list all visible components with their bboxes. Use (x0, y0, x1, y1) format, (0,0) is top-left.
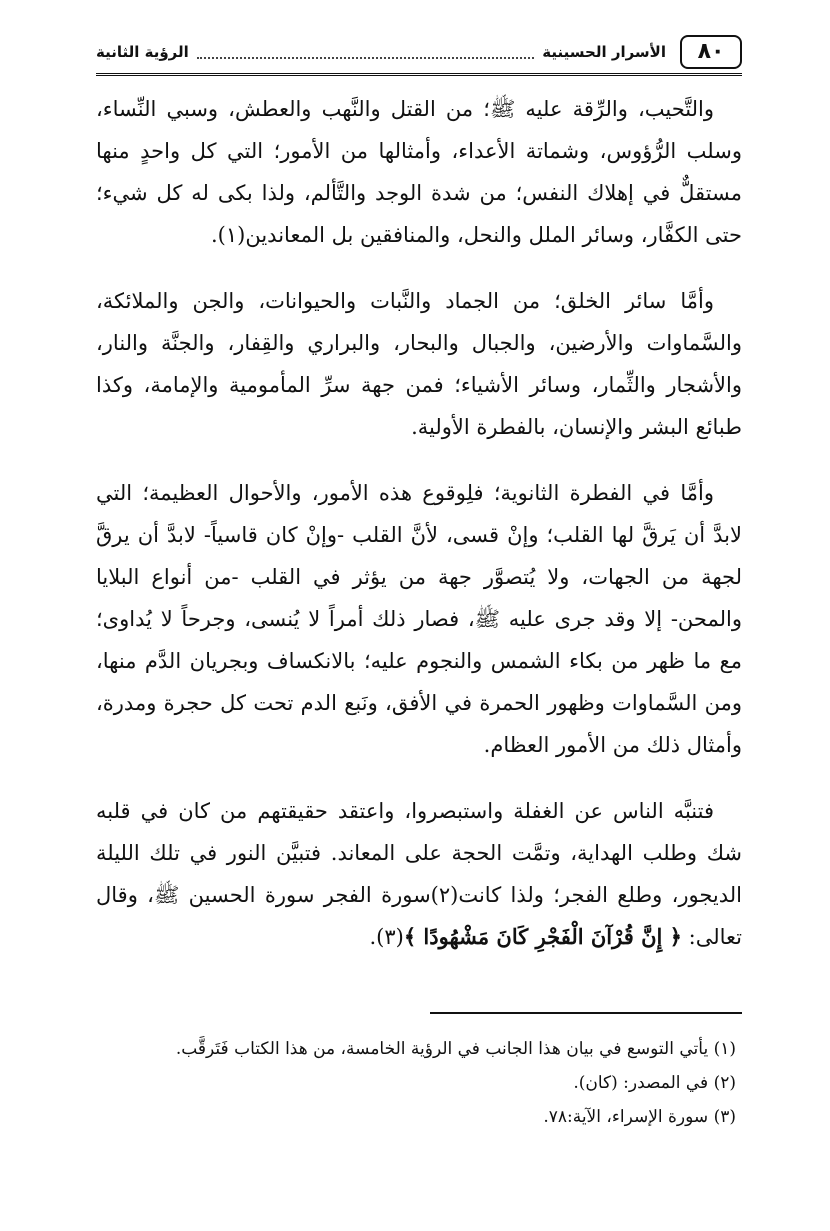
paragraph: وأمَّا سائر الخلق؛ من الجماد والنَّبات والحيوانات، والجن والملائكة، والسَّماوات والأرضين، والجبال والبحار، والبراري والقِفار، والجنَّة والنار، والأشجار والثِّمار، وسائر الأشياء؛ فمن جهة سرِّ المأمومية والإمامة، وكذا طبائع البشر والإنسان، بالفطرة الأولية. (96, 289, 742, 439)
page-number: ٨٠ (680, 35, 742, 69)
footnotes (96, 1032, 742, 1134)
verse-footnote-marker: (٣). (369, 925, 404, 949)
paragraph: والتَّحيب، والرِّقة عليه ﷺ؛ من القتل والنَّهب والعطش، وسبي النِّساء، وسلب الرُّؤوس، وشماتة الأعداء، وأمثالها من الأمور؛ التي كل واحدٍ منها مستقلٌّ في إهلاك النفس؛ من شدة الوجد والتَّألم، ولذا بكى له كل شيء؛ حتى الكفَّار، وسائر الملل والنحل، والمنافقين بل المعاندين(١). (96, 97, 742, 247)
header-rule (96, 73, 742, 76)
chapter-title: الرؤية الثانية (96, 43, 189, 61)
header-dot-leader (197, 45, 535, 59)
paragraph-text: فتنبَّه الناس عن الغفلة واستبصروا، واعتقد حقيقتهم من كان في قلبه شك وطلب الهداية، وتمَّت الحجة على المعاند. فتبيَّن النور في تلك الليلة الديجور، وطلع الفجر؛ ولذا كانت(٢)سورة الفجر سورة الحسين ﷺ، وقال تعالى: (96, 799, 742, 949)
quran-verse: ﴿ إِنَّ قُرْآنَ الْفَجْرِ كَانَ مَشْهُودًا ﴾ (403, 924, 682, 949)
paragraph: وأمَّا في الفطرة الثانوية؛ فلِوقوع هذه الأمور، والأحوال العظيمة؛ التي لابدَّ أن يَرقَّ لها القلب؛ وإنْ قسى، لأنَّ القلب -وإنْ كان قاسياً- لابدَّ أن يرقَّ لجهة من الجهات، ولا يُتصوَّر جهة من يؤثر في القلب -من أنواع البلايا والمحن- إلا وقد جرى عليه ﷺ، فصار ذلك أمراً لا يُنسى، وجرحاً لا يُداوى؛ مع ما ظهر من بكاء الشمس والنجوم عليه؛ بالانكساف وبجريان الدَّم منها، ومن السَّماوات وظهور الحمرة في الأفق، ونَبع الدم تحت كل حجرة ومدرة، وأمثال ذلك من الأمور العظام. (96, 481, 742, 757)
footnote: (٣) سورة الإسراء، الآية:٧٨. (543, 1107, 736, 1127)
footnote: (٢) في المصدر: (كان). (573, 1073, 736, 1093)
book-title: الأسرار الحسينية (542, 43, 666, 61)
paragraph-with-verse (96, 790, 742, 958)
footnote-separator (430, 1012, 742, 1014)
page-header (96, 32, 742, 72)
footnote: (١) يأتي التوسع في بيان هذا الجانب في الرؤية الخامسة، من هذا الكتاب فَتَرقَّب. (175, 1039, 736, 1059)
main-text (96, 88, 742, 982)
